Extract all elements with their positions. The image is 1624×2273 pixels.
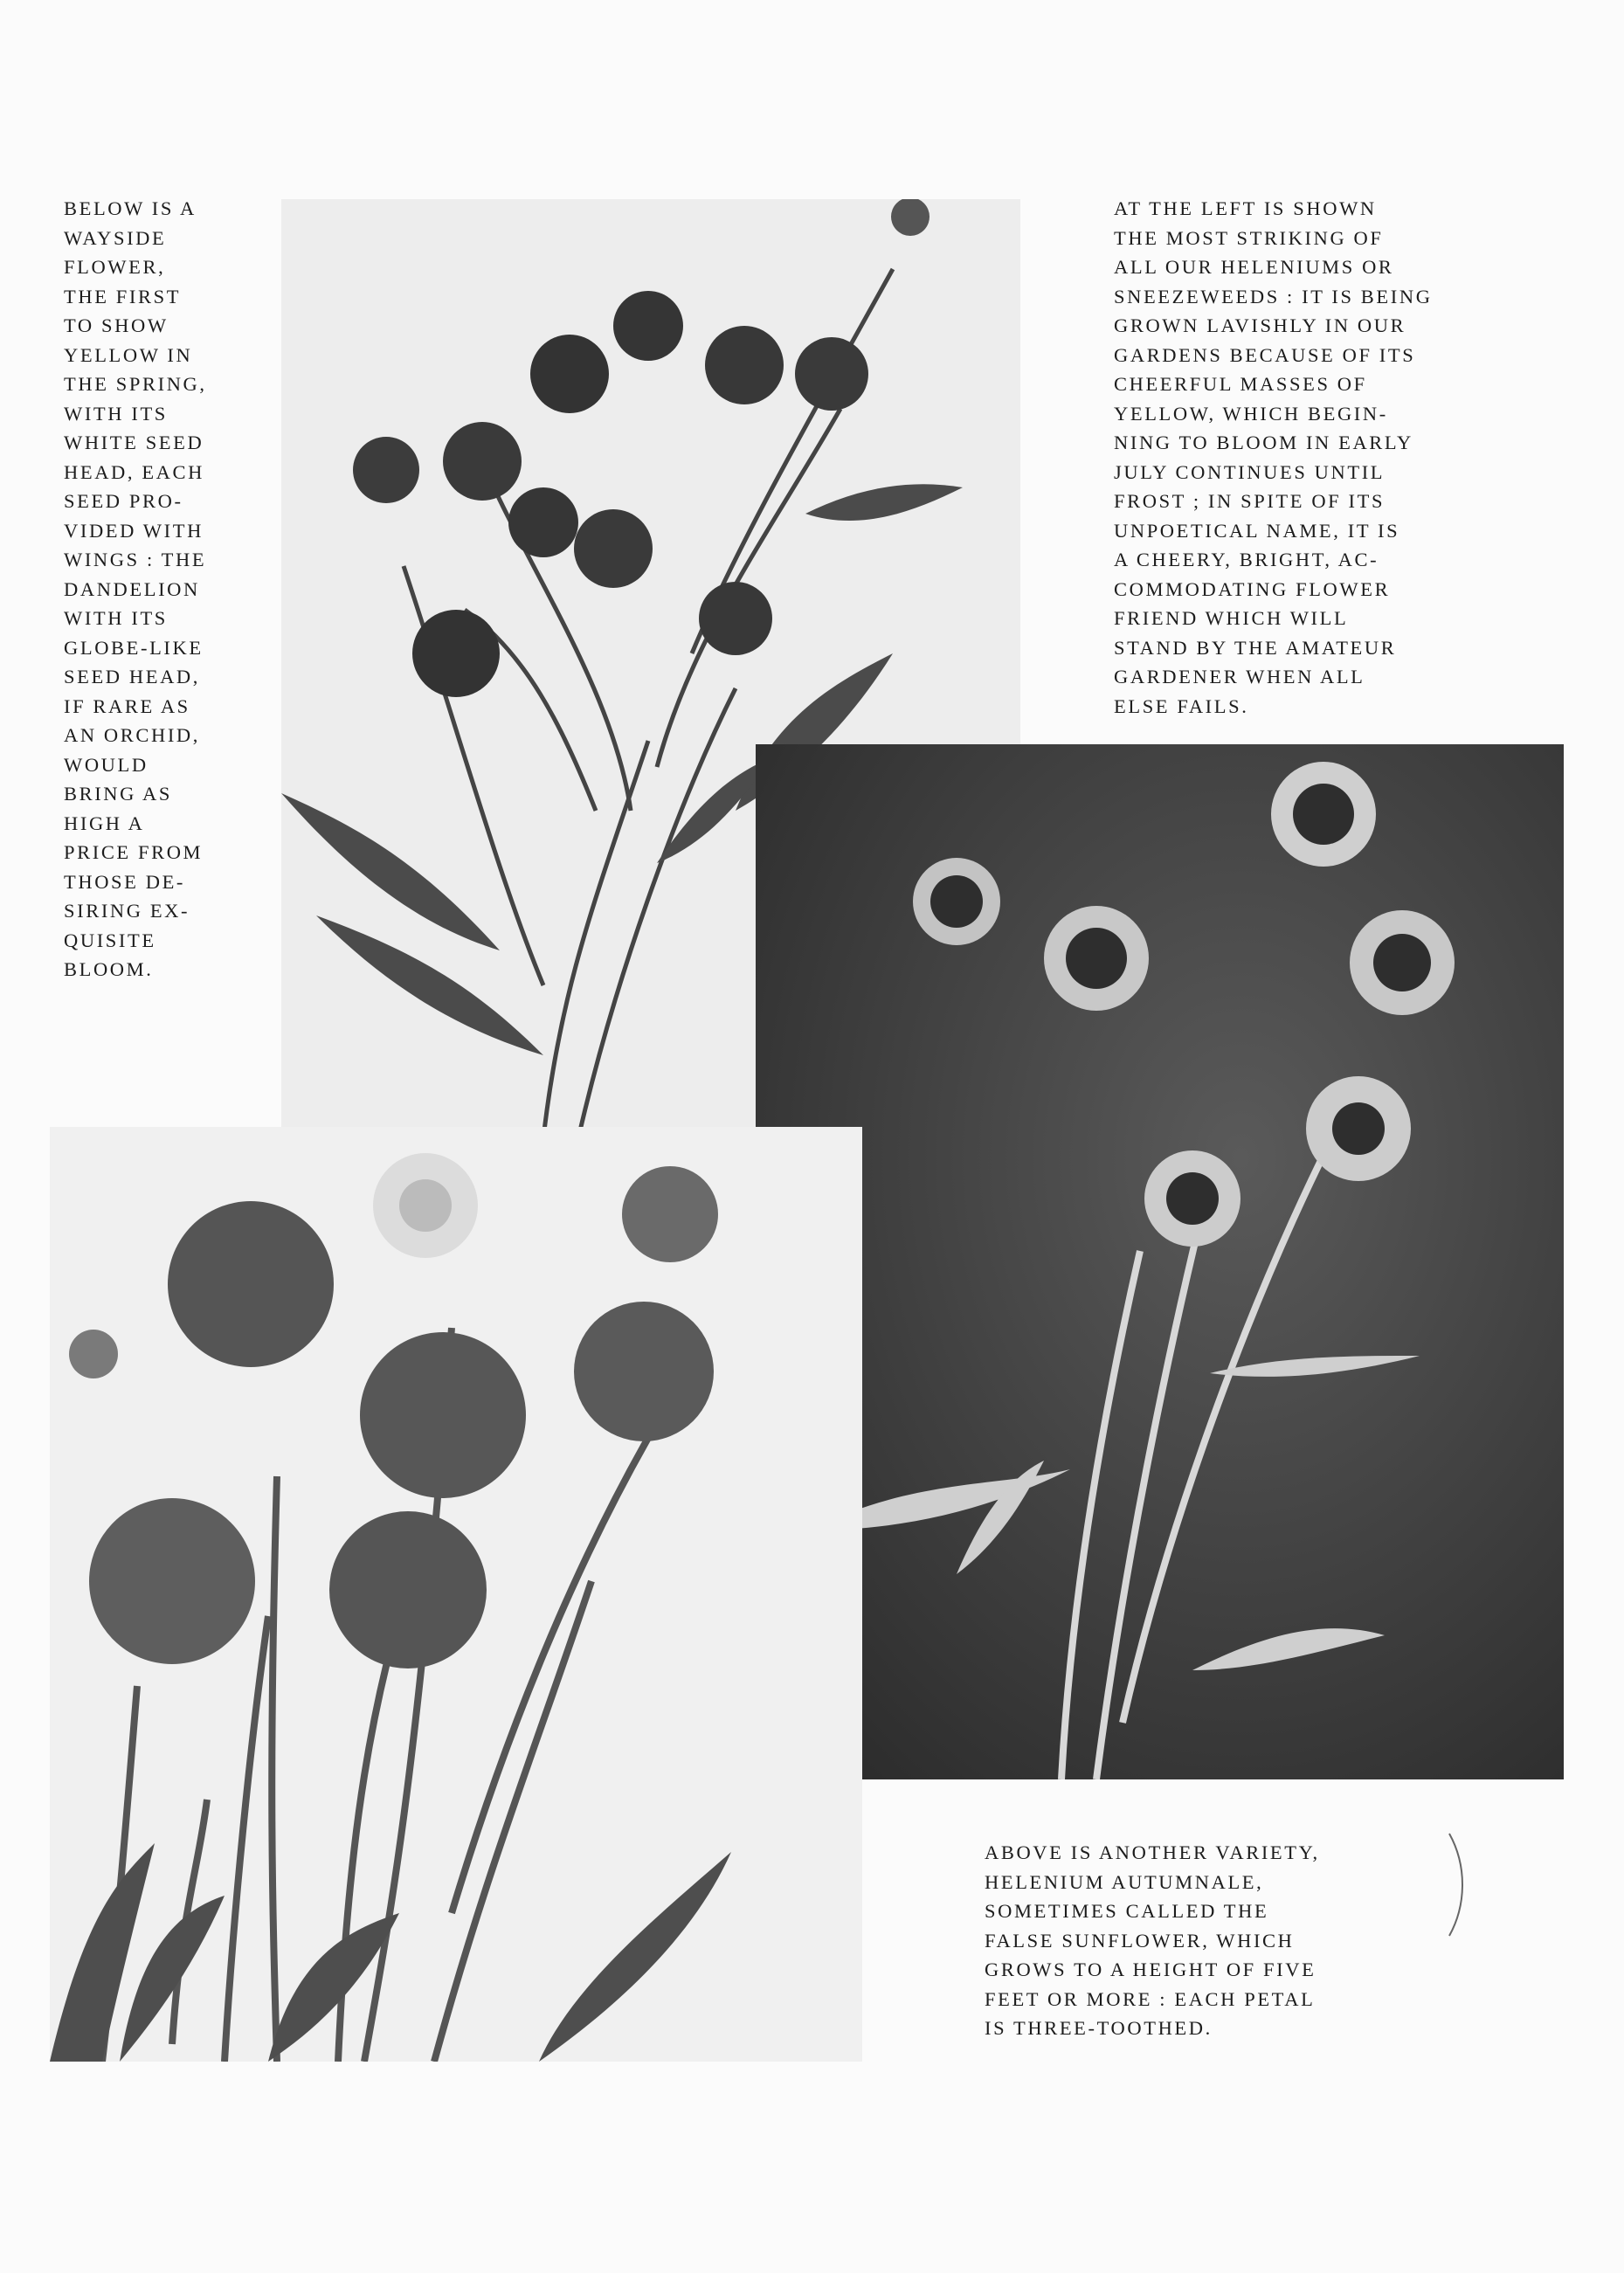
- caption-line: SNEEZEWEEDS : IT IS BEING: [1114, 285, 1433, 307]
- caption-helenium-autumnale: [985, 1838, 1320, 2043]
- caption-line: UNPOETICAL NAME, IT IS: [1114, 519, 1400, 542]
- caption-line: WITH ITS: [64, 402, 168, 425]
- caption-line: SIRING EX-: [64, 900, 190, 922]
- caption-line: WHITE SEED: [64, 432, 204, 453]
- caption-line: IS THREE-TOOTHED.: [985, 2017, 1213, 2039]
- caption-line: FEET OR MORE : EACH PETAL: [985, 1987, 1316, 2010]
- caption-line: THE MOST STRIKING OF: [1114, 226, 1384, 249]
- caption-helenium: [1114, 194, 1433, 721]
- margin-bracket: [1446, 1830, 1472, 1939]
- caption-line: FALSE SUNFLOWER, WHICH: [985, 1929, 1295, 1952]
- caption-line: THOSE DE-: [64, 870, 186, 893]
- photo-helenium-autumnale: [756, 744, 1564, 1779]
- caption-line: SOMETIMES CALLED THE: [985, 1900, 1269, 1922]
- caption-line: GARDENER WHEN ALL: [1114, 666, 1365, 687]
- caption-line: THE SPRING,: [64, 373, 207, 395]
- caption-line: THE FIRST: [64, 285, 182, 307]
- caption-line: FROST ; IN SPITE OF ITS: [1114, 490, 1386, 512]
- caption-line: FRIEND WHICH WILL: [1114, 607, 1349, 629]
- caption-line: HEAD, EACH: [64, 460, 204, 483]
- caption-line: BLOOM.: [64, 958, 154, 980]
- photo-dandelion: [50, 1127, 862, 2062]
- caption-line: ABOVE IS ANOTHER VARIETY,: [985, 1841, 1320, 1863]
- caption-line: AN ORCHID,: [64, 724, 201, 746]
- caption-line: GARDENS BECAUSE OF ITS: [1114, 343, 1416, 366]
- caption-line: NING TO BLOOM IN EARLY: [1114, 432, 1413, 453]
- caption-line: JULY CONTINUES UNTIL: [1114, 460, 1386, 483]
- caption-line: ALL OUR HELENIUMS OR: [1114, 256, 1394, 278]
- caption-line: SEED PRO-: [64, 490, 183, 512]
- caption-line: BRING AS: [64, 783, 172, 805]
- caption-line: IF RARE AS: [64, 694, 190, 717]
- caption-line: PRICE FROM: [64, 841, 204, 863]
- caption-line: BELOW IS A: [64, 197, 197, 219]
- caption-line: STAND BY THE AMATEUR: [1114, 636, 1397, 659]
- caption-line: COMMODATING FLOWER: [1114, 577, 1391, 600]
- caption-line: TO SHOW: [64, 314, 169, 336]
- caption-line: YELLOW IN: [64, 343, 193, 366]
- caption-line: GROWN LAVISHLY IN OUR: [1114, 314, 1406, 336]
- caption-line: WAYSIDE: [64, 226, 167, 249]
- caption-line: WITH ITS: [64, 607, 168, 629]
- caption-line: QUISITE: [64, 929, 156, 951]
- caption-line: HELENIUM AUTUMNALE,: [985, 1870, 1264, 1893]
- caption-line: FLOWER,: [64, 256, 166, 278]
- caption-line: HIGH A: [64, 812, 145, 834]
- caption-line: VIDED WITH: [64, 519, 204, 542]
- caption-line: DANDELION: [64, 577, 200, 600]
- caption-line: WOULD: [64, 753, 149, 776]
- caption-line: AT THE LEFT IS SHOWN: [1114, 197, 1377, 219]
- caption-line: GROWS TO A HEIGHT OF FIVE: [985, 1959, 1316, 1980]
- caption-dandelion: [64, 194, 207, 985]
- caption-line: A CHEERY, BRIGHT, AC-: [1114, 549, 1379, 570]
- caption-line: ELSE FAILS.: [1114, 694, 1249, 717]
- caption-line: GLOBE-LIKE: [64, 636, 204, 659]
- caption-line: CHEERFUL MASSES OF: [1114, 373, 1367, 395]
- caption-line: YELLOW, WHICH BEGIN-: [1114, 402, 1388, 425]
- caption-line: SEED HEAD,: [64, 666, 200, 687]
- caption-line: WINGS : THE: [64, 549, 207, 570]
